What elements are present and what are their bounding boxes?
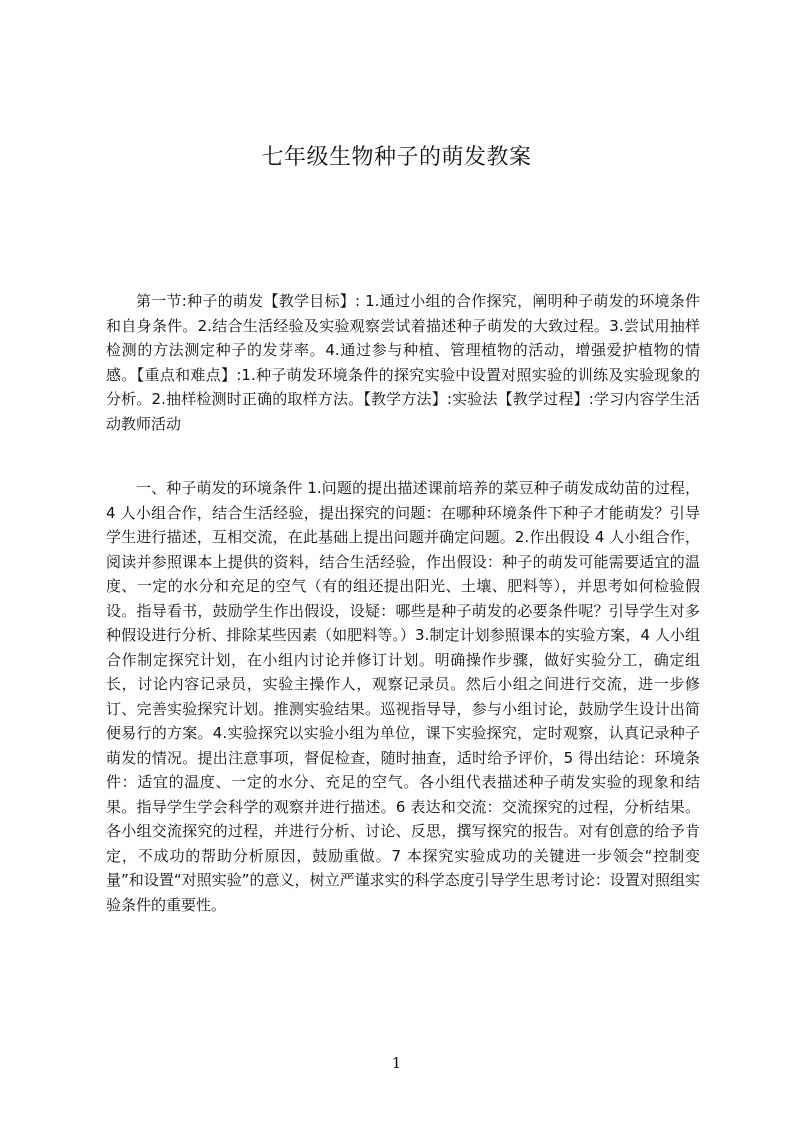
paragraph-environment-conditions: 一、种子萌发的环境条件 1.问题的提出描述课前培养的菜豆种子萌发成幼苗的过程，4 人小组合作，结合生活经验，提出探究的问题：在哪种环境条件下种子才能萌发？引导学生进行描述，互相交流，在此基础上提出问题并确定问题。2.作出假设 4 人小组合作，阅读并参照课本上提供的资料，结合生活经验，作出假设：种子的萌发可能需要适宜的温度、一定的水分和充足的空气（有的组还提出阳光、土壤、肥料等），并思考如何检验假设。指导看书，鼓励学生作出假设，设疑：哪些是种子萌发的必要条件呢？引导学生对多种假设进行分析、排除某些因素（如肥料等。）3.制定计划参照课本的实验方案，4 人小组合作制定探究计划，在小组内讨论并修订计划。明确操作步骤，做好实验分工，确定组长，讨论内容记录员，实验主操作人，观察记录员。然后小组之间进行交流，进一步修订、完善实验探究计划。推测实验结果。巡视指导导，参与小组讨论，鼓励学生设计出简便易行的方案。4.实验探究以实验小组为单位，课下实验探究，定时观察，认真记录种子萌发的情况。提出注意事项，督促检查，随时抽查，适时给予评价，5 得出结论：环境条件：适宜的温度、一定的水分、充足的空气。各小组代表描述种子萌发实验的现象和结果。指导学生学会科学的观察并进行描述。6 表达和交流：交流探究的过程，分析结果。各小组交流探究的过程，并进行分析、讨论、反思，撰写探究的报告。对有创意的给予肯定，不成功的帮助分析原因，鼓励重做。7 本探究实验成功的关键进一步领会“控制变量”和设置“对照实验”的意义，树立严谨求实的科学态度引导学生思考讨论：设置对照组实验条件的重要性。: [106, 479, 700, 914]
page-number: 1: [391, 1054, 402, 1072]
page-title: 七年级生物种子的萌发教案: [261, 145, 532, 170]
paragraph-teaching-objectives: 第一节:种子的萌发【教学目标】: 1.通过小组的合作探究，阐明种子萌发的环境条件和自身条件。2.结合生活经验及实验观察尝试着描述种子萌发的大致过程。3.尝试用抽样检测的方法测定种子的发芽率。4.通过参与种植、管理植物的活动，增强爱护植物的情感。【重点和难点】:1.种子萌发环境条件的探究实验中设置对照实验的训练及实验现象的分析。2.抽样检测时正确的取样方法。【教学方法】:实验法【教学过程】:学习内容学生活动教师活动: [106, 292, 700, 433]
